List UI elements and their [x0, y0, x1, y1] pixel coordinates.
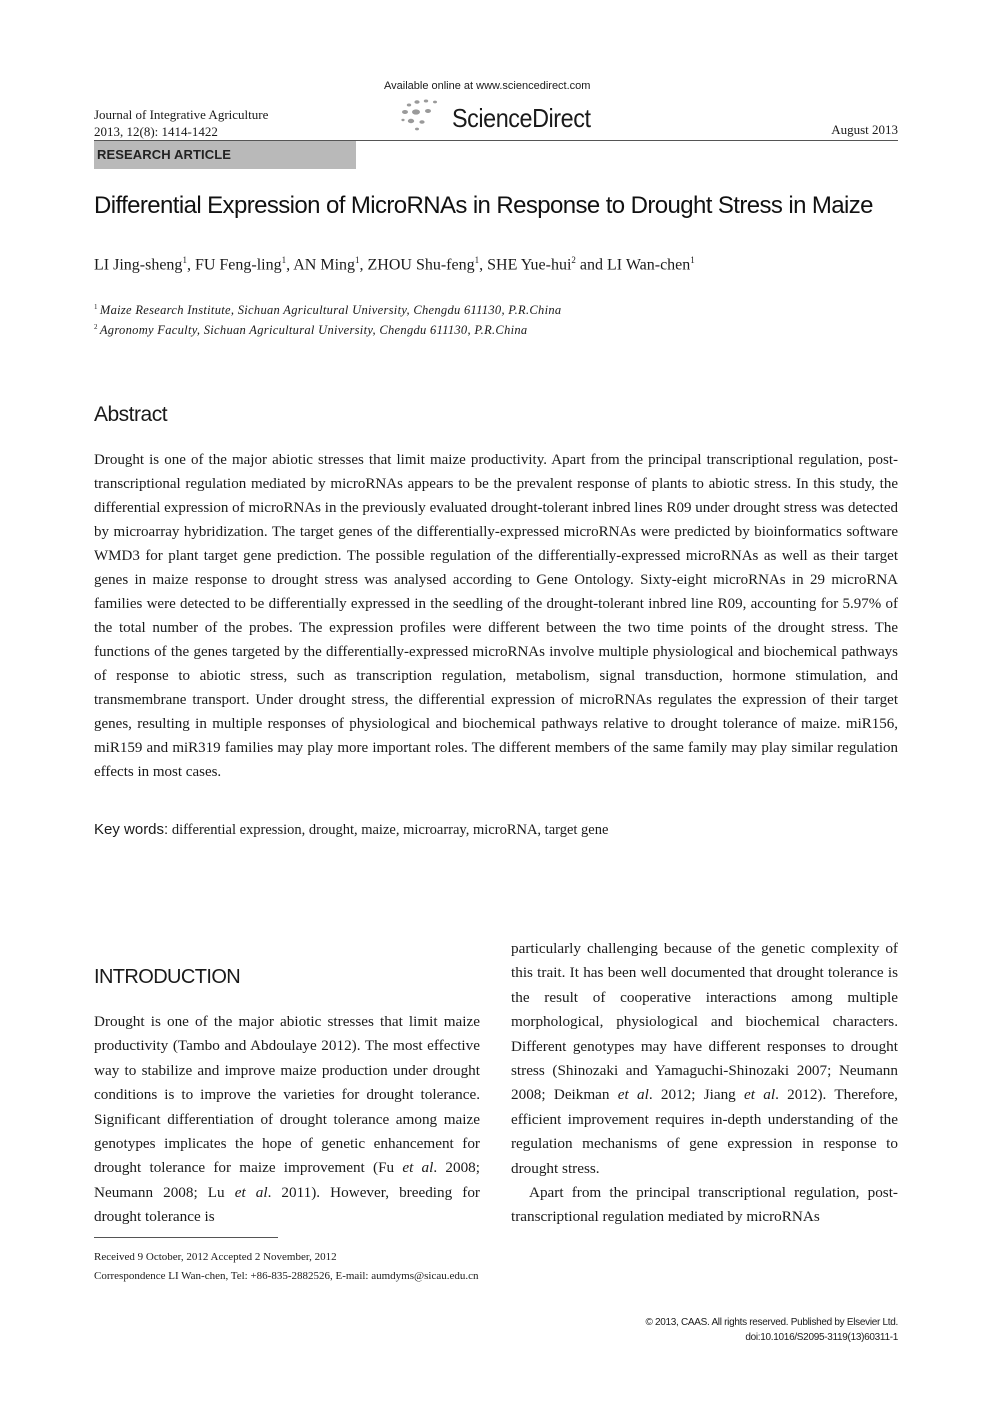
available-online-link[interactable]: Available online at www.sciencedirect.com	[384, 80, 591, 92]
author-list	[94, 255, 695, 274]
intro-paragraph	[511, 937, 898, 1181]
text-run: . 2012; Jiang	[648, 1086, 745, 1104]
correspondence-line: Correspondence LI Wan-chen, Tel: +86-835-2882526, E-mail: aumdyms@sicau.edu.cn	[94, 1270, 479, 1282]
abstract-heading: Abstract	[94, 403, 168, 426]
author-affiliation-marker: 1	[690, 255, 695, 265]
text-run: . 2012). Therefore, efficient improvement requires in-depth understanding of the regulation mechanisms of gene expression in response to drought stress.	[511, 1086, 898, 1177]
author-affiliation-marker: 1	[182, 255, 187, 265]
affiliation-text: Agronomy Faculty, Sichuan Agricultural University, Chengdu 611130, P.R.China	[99, 323, 528, 338]
author-name: ZHOU Shu-feng	[367, 256, 475, 274]
keywords-list: differential expression, drought, maize, microarray, microRNA, target gene	[171, 822, 609, 838]
keywords-label: Key words:	[94, 821, 169, 838]
introduction-heading: INTRODUCTION	[94, 966, 241, 988]
author-separator: ,	[479, 256, 488, 274]
keywords	[94, 821, 898, 839]
italic-text: et al	[234, 1183, 268, 1201]
affiliation-number: 1	[94, 303, 100, 311]
author-name: LI Wan-chen	[607, 256, 691, 274]
journal-name: Journal of Integrative Agriculture	[94, 107, 269, 122]
intro-paragraph: Apart from the principal transcriptional regulation, post-transcriptional regulation mediated by microRNAs	[511, 1184, 898, 1226]
author-affiliation-marker: 1	[474, 255, 480, 265]
abstract-text: Drought is one of the major abiotic stresses that limit maize productivity. Apart from the principal transcriptional regulation, post-transcriptional regulation mediated by microRNAs appears to be the prevalent response of plants to abiotic stress. In this study, the differential expression of microRNAs in the previously evaluated drought-tolerant inbred lines R09 under drought stress was detected by microarray hybridization. The target genes of the differentially-expressed microRNAs were predicted by bioinformatics software WMD3 for plant target gene prediction. The possible regulation of the differentially-expressed microRNAs as well as their target genes in maize response to drought stress was analysed according to Gene Ontology. Sixty-eight microRNAs in 29 microRNA families were detected to be differentially expressed in the seedling of the drought-tolerant inbred line R09, accounting for 5.97% of the total number of the probes. The expression profiles were different between the two time points of the drought stress. The functions of the genes targeted by the differentially-expressed microRNAs involve multiple physiological and biochemical pathways of response to abiotic stress, such as transcription regulation, metabolism, signal transduction, hormone stimulation, and transmembrane transport. Under drought stress, the differential expression of microRNAs regulates the expression of their target genes, resulting in multiple responses of physiological and biochemical pathways relative to drought tolerance of maize. miR156, miR159 and miR319 families may play more important roles. The different members of the same family may play similar regulation effects in most cases.	[94, 452, 898, 780]
italic-text: et al	[617, 1086, 649, 1104]
author-affiliation-marker: 2	[571, 255, 576, 265]
author-separator: ,	[186, 256, 195, 274]
intro-right-column	[511, 937, 898, 1230]
journal-issue: 2013, 12(8): 1414-1422	[94, 124, 218, 139]
author-name: LI Jing-sheng	[94, 256, 183, 274]
footnote-divider	[94, 1237, 278, 1238]
author-separator: and	[575, 256, 608, 274]
affiliation	[94, 303, 561, 318]
author-name: FU Feng-ling	[194, 256, 282, 274]
received-accepted-dates: Received 9 October, 2012 Accepted 2 November, 2012	[94, 1251, 337, 1263]
text-run: particularly challenging because of the genetic complexity of this trait. It has been well documented that drought tolerance is the result of cooperative interactions among multiple morphological, physiological and biochemical characters. Different genotypes may have different responses to drought stress (Shinozaki and Yamaguchi-Shinozaki 2007; Neumann 2008; Deikman	[511, 940, 898, 1104]
affiliation	[94, 323, 528, 338]
author-separator: ,	[359, 256, 368, 274]
affiliation-number: 2	[94, 323, 100, 331]
doi-link[interactable]: doi:10.1016/S2095-3119(13)60311-1	[745, 1332, 898, 1343]
affiliation-text: Maize Research Institute, Sichuan Agricultural University, Chengdu 611130, P.R.China	[99, 303, 562, 318]
intro-left-column	[94, 1010, 480, 1230]
journal-citation	[94, 106, 268, 140]
author-separator: ,	[286, 256, 294, 274]
article-type-banner	[94, 141, 356, 169]
copyright-notice: © 2013, CAAS. All rights reserved. Published by Elsevier Ltd.	[645, 1317, 898, 1328]
italic-text: et al	[402, 1159, 434, 1177]
author-affiliation-marker: 1	[355, 255, 360, 265]
author-name: AN Ming	[293, 256, 356, 274]
author-name: SHE Yue-hui	[487, 256, 572, 274]
text-run: Drought is one of the major abiotic stresses that limit maize productivity (Tambo and Abdoulaye 2012). The most effective way to stabilize and improve maize production under drought conditions is to improve the varieties for drought tolerance. Significant differentiation of drought tolerance among maize genotypes implicates the hope of genetic enhancement for drought tolerance for maize improvement (Fu	[94, 1013, 480, 1177]
text-run: . 2011). However, breeding for drought tolerance is	[94, 1183, 480, 1226]
text-run: . 2008; Neumann 2008; Lu	[94, 1159, 480, 1201]
sciencedirect-wordmark: ScienceDirect	[452, 103, 591, 133]
issue-month: August 2013	[831, 122, 898, 137]
paper-title: Differential Expression of MicroRNAs in Response to Drought Stress in Maize	[94, 192, 873, 219]
italic-text: et al	[744, 1086, 776, 1104]
author-affiliation-marker: 1	[281, 255, 287, 265]
article-type-label: RESEARCH ARTICLE	[97, 147, 232, 162]
